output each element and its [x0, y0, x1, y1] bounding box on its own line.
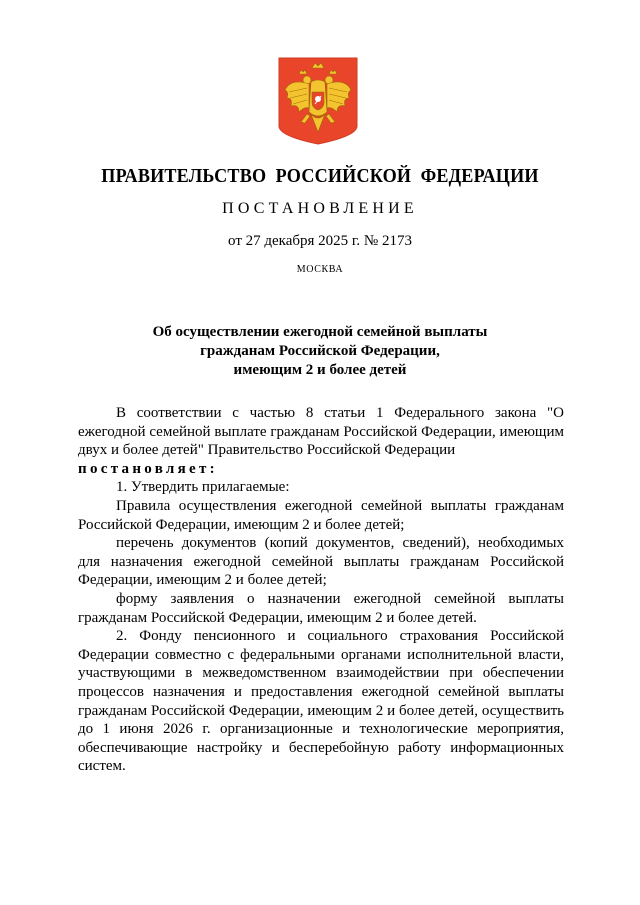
item1-intro: 1. Утвердить прилагаемые: — [116, 479, 290, 496]
document-body — [78, 404, 564, 776]
item2-paragraph: 2. Фонду пенсионного и социального страхования Российской Федерации совместно с федеральными органами исполнительной власти, участвующими в межведомственном взаимодействии при обеспечении процессов назначения и предоставления ежегодной семейной выплаты гражданам Российской Федерации, имеющим 2 и более детей, осуществить до 1 июня 2026 г. организационные и технологические мероприятия, обеспечивающие настройку и бесперебойную работу информационных систем. — [78, 628, 564, 775]
resolves-word: постановляет: — [78, 460, 218, 477]
heading-line: гражданам Российской Федерации, — [200, 343, 440, 359]
item1-list-item: Правила осуществления ежегодной семейной выплаты гражданам Российской Федерации, имеющим 2 и более детей; — [78, 497, 564, 533]
government-title: ПРАВИТЕЛЬСТВО РОССИЙСКОЙ ФЕДЕРАЦИИ — [101, 166, 539, 187]
coat-of-arms-icon — [277, 56, 359, 146]
heading-line: Об осуществлении ежегодной семейной выплаты — [152, 324, 488, 340]
document-heading — [0, 323, 640, 380]
document-city: МОСКВА — [296, 264, 344, 275]
document-date-number: от 27 декабря 2025 г. № 2173 — [228, 233, 412, 249]
item1-list-item: перечень документов (копий документов, сведений), необходимых для назначения ежегодной семейной выплаты гражданам Российской Федерации, имеющим 2 и более детей; — [78, 535, 564, 589]
item1-list-item: форму заявления о назначении ежегодной семейной выплаты гражданам Российской Федерации, имеющим 2 и более детей. — [78, 590, 564, 626]
preamble-paragraph: В соответствии с частью 8 статьи 1 Федерального закона "О ежегодной семейной выплате гражданам Российской Федерации, имеющим двух и более детей" Правительство Российской Федерации — [78, 405, 564, 459]
document-type: ПОСТАНОВЛЕНИЕ — [222, 200, 418, 217]
heading-line: имеющим 2 и более детей — [233, 362, 407, 378]
